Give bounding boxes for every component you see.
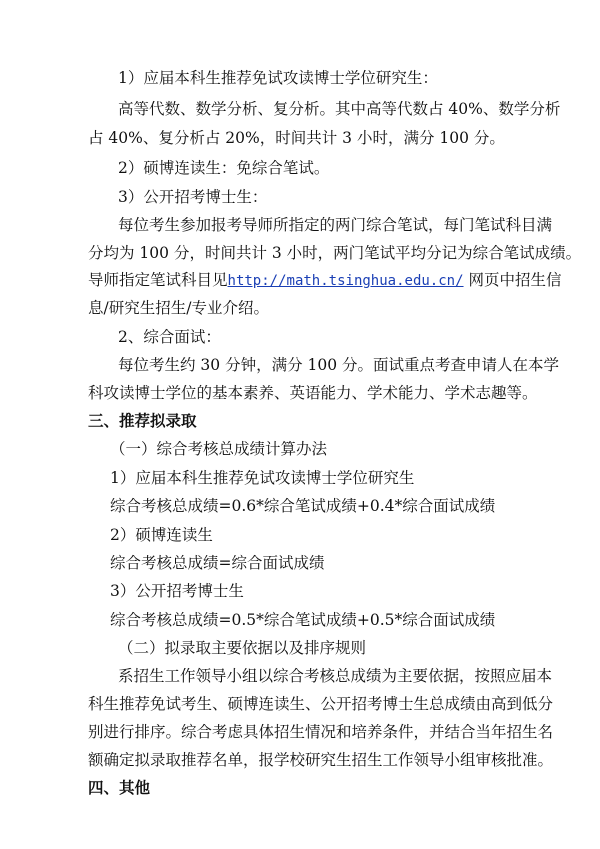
- item-label: 1）应届本科生推荐免试攻读博士学位研究生: [110, 469, 415, 487]
- section-interview-label: 2、综合面试：: [118, 328, 221, 346]
- item-masters-phd-label: 2）硕博连读生：免综合笔试。: [118, 159, 330, 177]
- paragraph-line: 每位考生约 30 分钟，满分 100 分。面试重点考查申请人在本学: [118, 356, 560, 374]
- paragraph-line-with-link: [88, 270, 561, 291]
- paragraph-line: 高等代数、数学分析、复分析。其中高等代数占 40%、数学分析: [118, 100, 561, 118]
- subsection-heading: （一）综合考核总成绩计算办法: [110, 440, 328, 458]
- item-open-exam-label: 3）公开招考博士生：: [118, 188, 268, 206]
- paragraph-line: 息/研究生招生/专业介绍。: [88, 299, 269, 317]
- section-heading-other: 四、其他: [88, 779, 151, 797]
- item-undergrad-exam-subjects-label: 1）应届本科生推荐免试攻读博士学位研究生：: [118, 69, 438, 87]
- item-label: 2）硕博连读生: [110, 526, 213, 544]
- link-prefix-text: 导师指定笔试科目见: [88, 271, 228, 289]
- subsection-heading: （二）拟录取主要依据以及排序规则: [118, 639, 367, 657]
- paragraph-line: 分均为 100 分，时间共计 3 小时，两门笔试平均分记为综合笔试成绩。: [88, 244, 582, 262]
- paragraph-line: 每位考生参加报考导师所指定的两门综合笔试，每门笔试科目满: [118, 216, 553, 234]
- paragraph-line: 别进行排序。综合考虑具体招生情况和培养条件，并结合当年招生名: [88, 723, 554, 741]
- paragraph-line: 额确定拟录取推荐名单，报学校研究生招生工作领导小组审核批准。: [88, 751, 554, 769]
- formula-line: 综合考核总成绩=综合面试成绩: [110, 554, 325, 572]
- link-suffix-text: 网页中招生信: [463, 271, 562, 289]
- paragraph-line: 系招生工作领导小组以综合考核总成绩为主要依据，按照应届本: [118, 667, 553, 685]
- math-dept-url-link[interactable]: http://math.tsinghua.edu.cn/: [227, 273, 464, 289]
- paragraph-line: 占 40%、复分析占 20%，时间共计 3 小时，满分 100 分。: [88, 129, 505, 147]
- item-label: 3）公开招考博士生: [110, 582, 244, 600]
- paragraph-line: 科生推荐免试考生、硕博连读生、公开招考博士生总成绩由高到低分: [88, 695, 554, 713]
- paragraph-line: 科攻读博士学位的基本素养、英语能力、学术能力、学术志趣等。: [88, 384, 538, 402]
- formula-line: 综合考核总成绩=0.5*综合笔试成绩+0.5*综合面试成绩: [110, 611, 496, 629]
- section-heading-admission: 三、推荐拟录取: [88, 412, 197, 430]
- formula-line: 综合考核总成绩=0.6*综合笔试成绩+0.4*综合面试成绩: [110, 497, 496, 515]
